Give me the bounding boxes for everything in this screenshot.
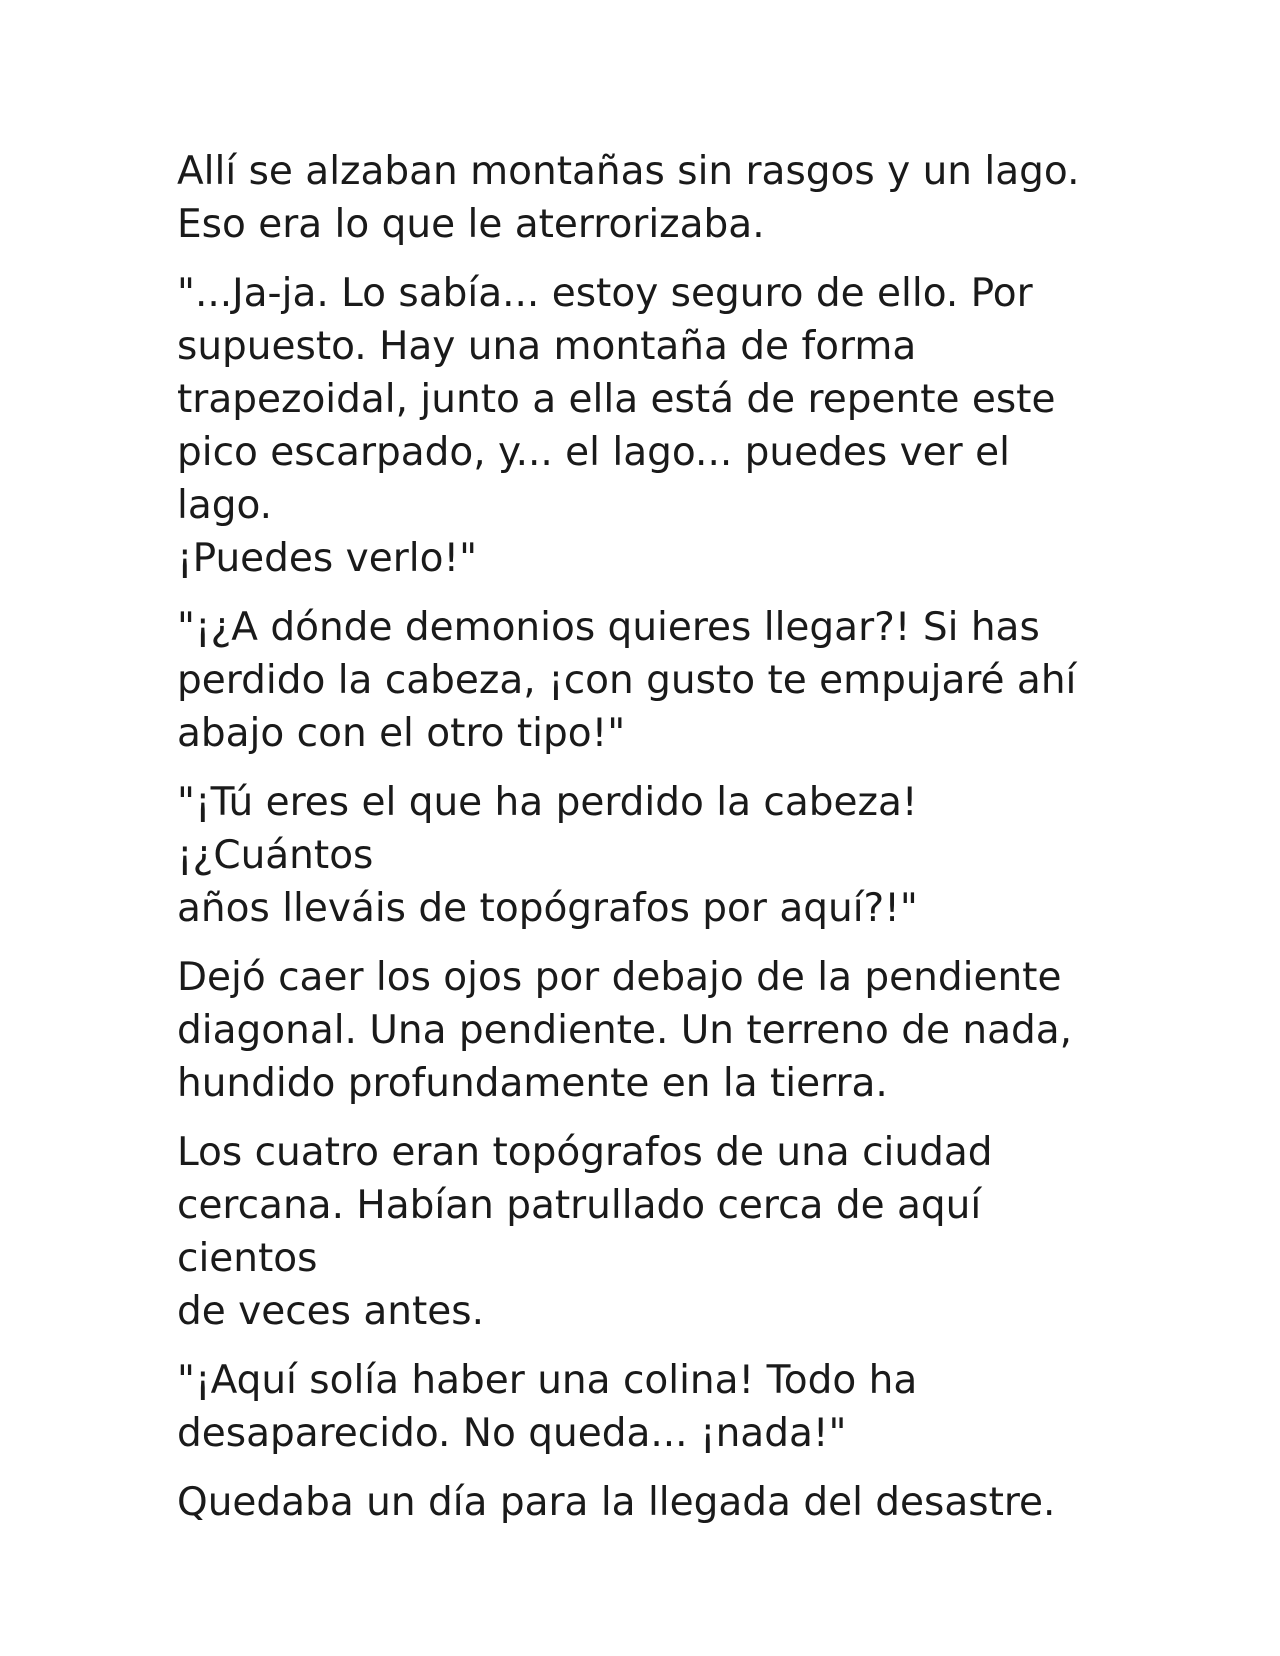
paragraph: Los cuatro eran topógrafos de una ciudad cercana. Habían patrullado cerca de aquí cientos de veces antes. [177,1130,993,1334]
paragraph: Dejó caer los ojos por debajo de la pendiente diagonal. Una pendiente. Un terreno de nada, hundido profundamente en la tierra. [177,955,1073,1106]
paragraph: "...Ja-ja. Lo sabía... estoy seguro de ello. Por supuesto. Hay una montaña de forma trapezoidal, junto a ella está de repente este pico escarpado, y... el lago... puedes ver el lago. ¡Puedes verlo!" [177,271,1056,581]
paragraph: "¡Aquí solía haber una colina! Todo ha desaparecido. No queda... ¡nada!" [177,1358,918,1456]
paragraph: Allí se alzaban montañas sin rasgos y un lago. Eso era lo que le aterrorizaba. [177,149,1080,247]
paragraph: Quedaba un día para la llegada del desastre. [177,1480,1056,1525]
paragraph: "¡Tú eres el que ha perdido la cabeza! ¡¿Cuántos años lleváis de topógrafos por aquí?!" [177,780,918,931]
paragraph: "¡¿A dónde demonios quieres llegar?! Si has perdido la cabeza, ¡con gusto te empujaré ahí abajo con el otro tipo!" [177,605,1077,756]
text-body [177,145,1117,1545]
